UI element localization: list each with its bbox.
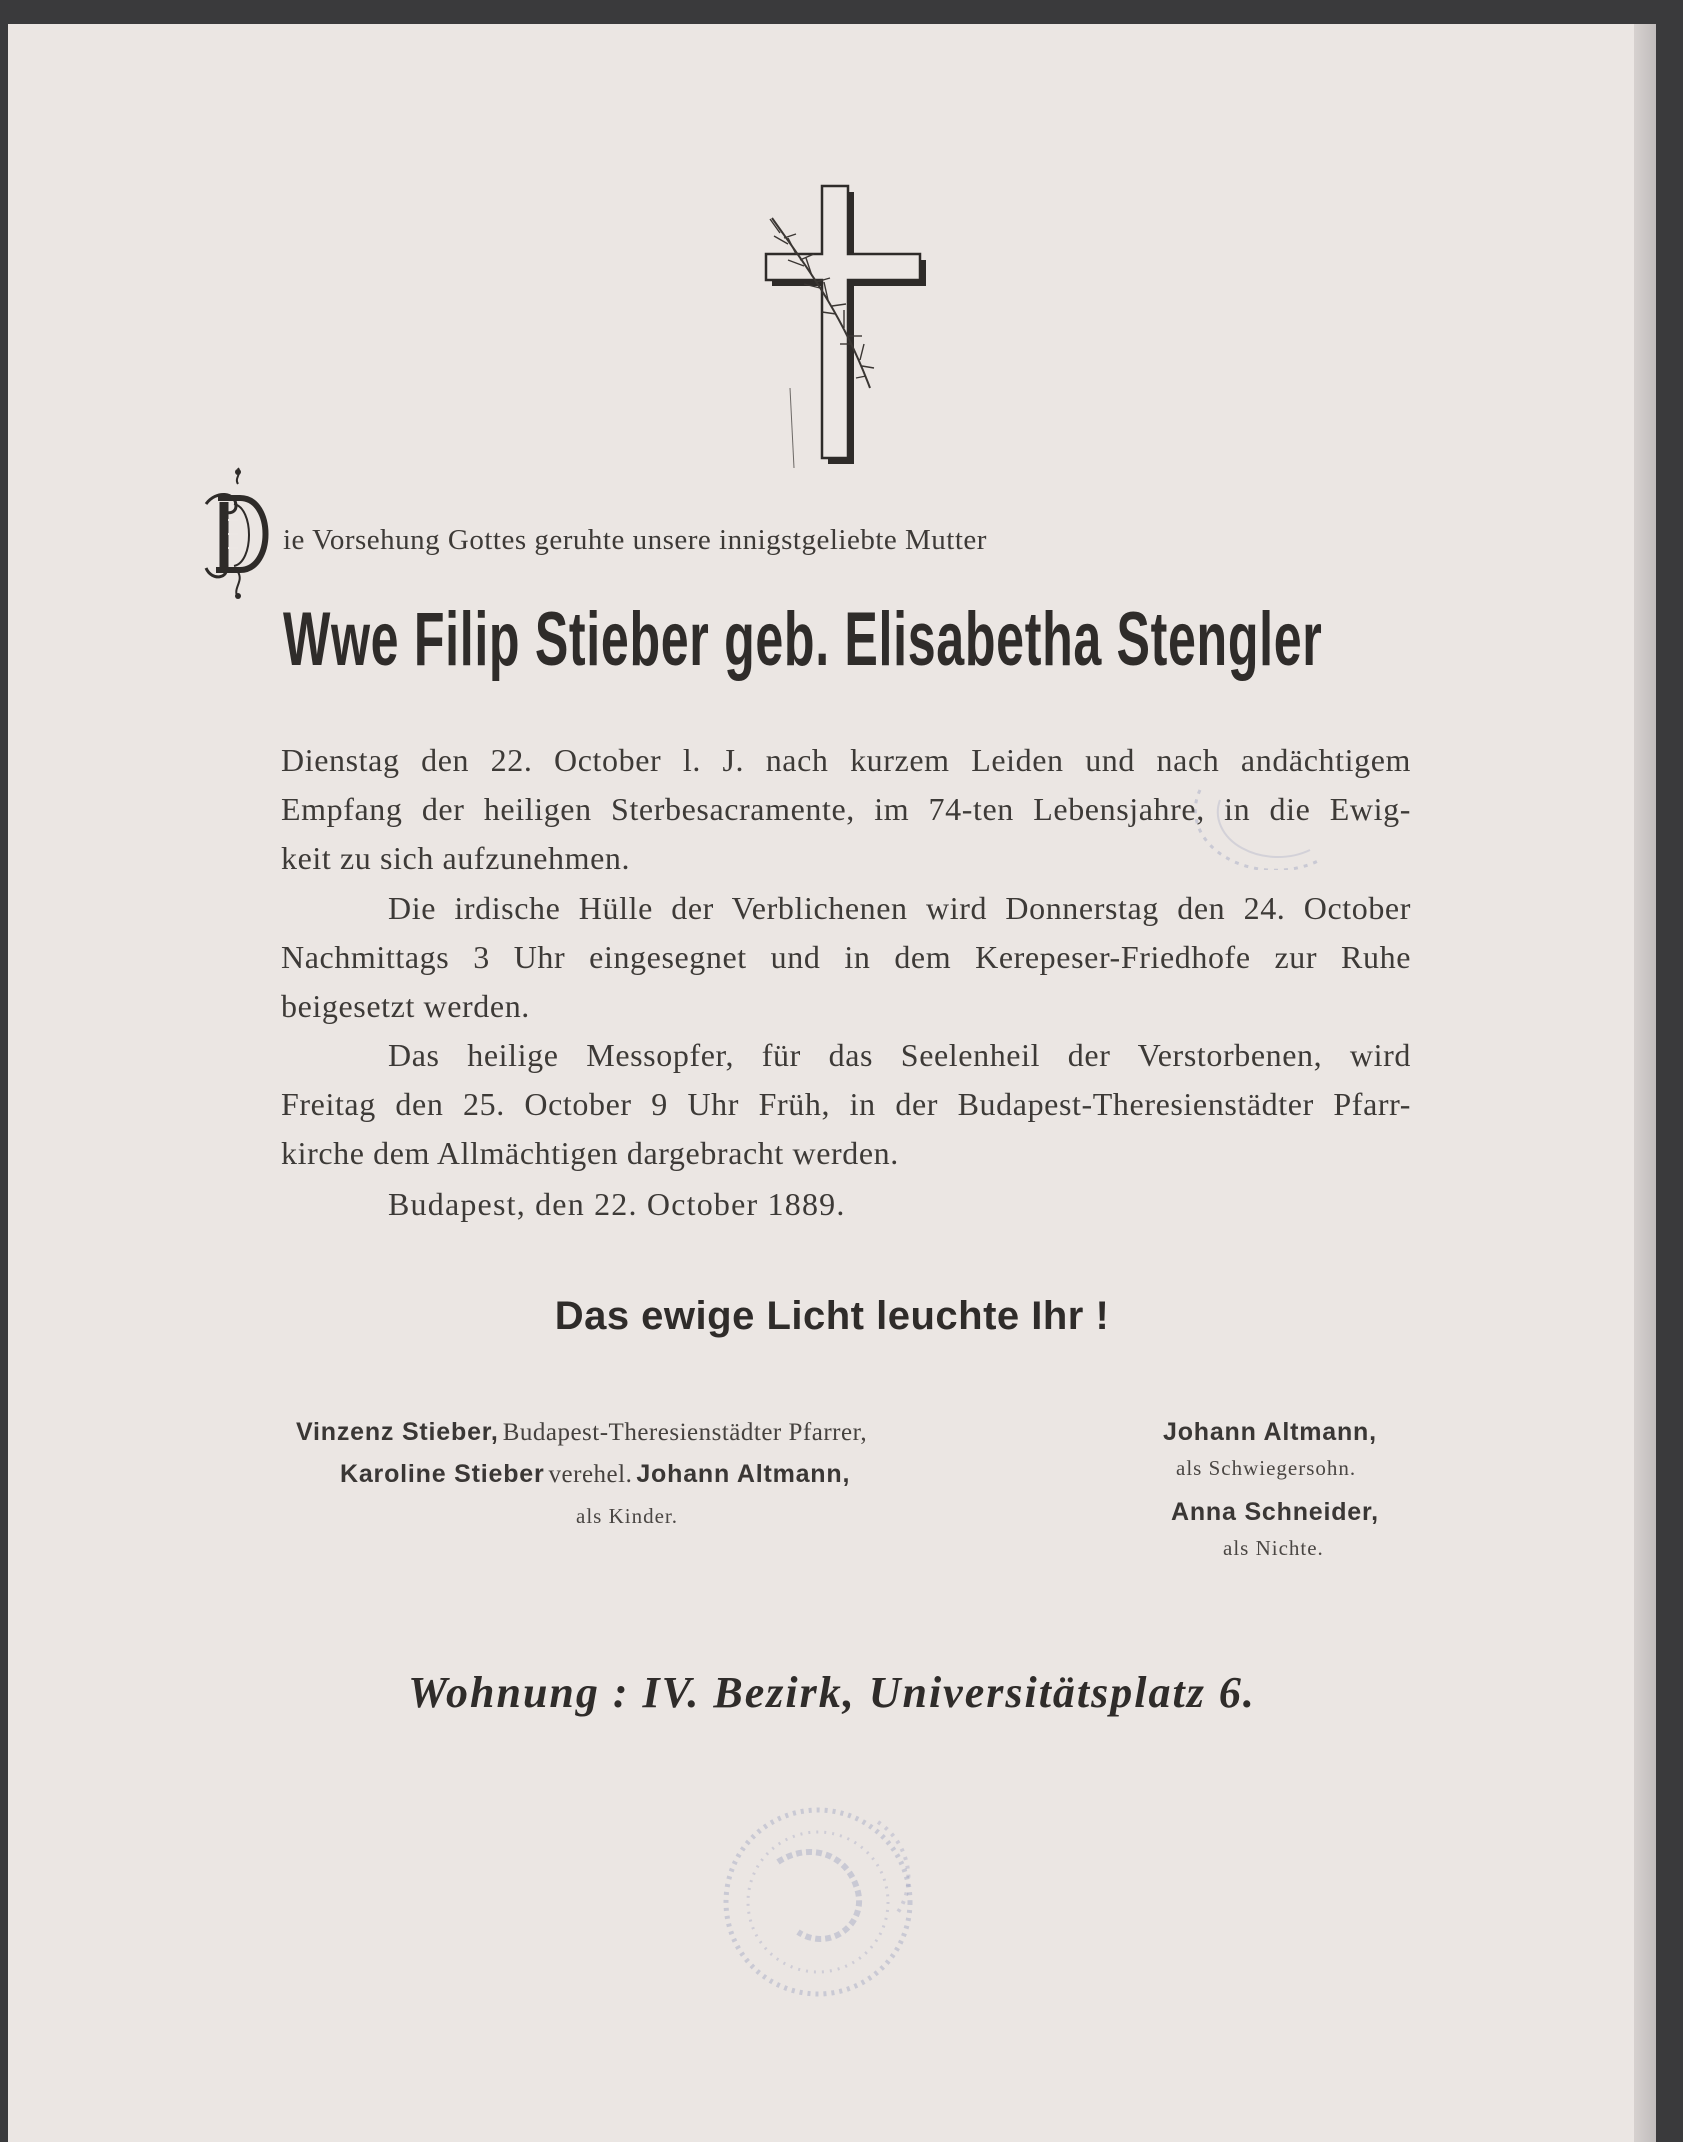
- ornamental-initial-d: [198, 464, 278, 604]
- document-page: [8, 24, 1656, 2142]
- body-line-8: Freitag den 25. October 9 Uhr Früh, in der Budapest-Theresienstädter Pfarr-: [281, 1086, 1411, 1122]
- body-line-3: keit zu sich aufzunehmen.: [281, 840, 631, 876]
- intro-line: ie Vorsehung Gottes geruhte unsere innigstgeliebte Mutter: [283, 524, 987, 556]
- signatory-relation: als Kinder.: [576, 1504, 678, 1528]
- body-line-4: Die irdische Hülle der Verblichenen wird Donnerstag den 24. October: [388, 890, 1411, 926]
- dropcap-letter: [8, 24, 9, 25]
- body-line-5: Nachmittags 3 Uhr eingesegnet und in dem Kerepeser-Friedhofe zur Ruhe: [281, 939, 1411, 975]
- signatory-name: Karoline Stieber: [340, 1460, 545, 1488]
- body-line-1: Dienstag den 22. October l. J. nach kurzem Leiden und nach andächtigem: [281, 742, 1411, 778]
- page-edge: [1634, 24, 1656, 2142]
- signatory-name: Anna Schneider,: [1171, 1498, 1379, 1526]
- body-line-7: Das heilige Messopfer, für das Seelenheil der Verstorbenen, wird: [388, 1037, 1411, 1073]
- signatory-marital-note: verehel.: [548, 1461, 633, 1488]
- body-line-2: Empfang der heiligen Sterbesacramente, im 74-ten Lebensjahre, in die Ewig-: [281, 791, 1411, 827]
- signatory-relation: als Nichte.: [1223, 1536, 1324, 1560]
- date-line: Budapest, den 22. October 1889.: [388, 1186, 846, 1222]
- signatory-name: Johann Altmann,: [1163, 1418, 1377, 1446]
- cross-icon: [760, 178, 930, 468]
- residence-address: Wohnung : IV. Bezirk, Universitätsplatz 6.: [408, 1668, 1256, 1717]
- body-line-9: kirche dem Allmächtigen dargebracht werden.: [281, 1135, 899, 1171]
- signatory-line-2: [340, 1460, 850, 1489]
- signatory-role: Budapest-Theresienstädter Pfarrer,: [502, 1419, 868, 1446]
- signatory-line-1: [296, 1418, 867, 1447]
- deceased-name: Wwe Filip Stieber geb. Elisabetha Stengler: [283, 597, 1323, 682]
- closing-blessing: Das ewige Licht leuchte Ihr !: [554, 1294, 1110, 1338]
- signatory-name: Johann Altmann,: [636, 1460, 851, 1488]
- library-stamp-icon: [698, 1782, 958, 2012]
- library-stamp-icon: [1180, 780, 1340, 870]
- body-line-6: beigesetzt werden.: [281, 988, 530, 1024]
- signatory-name: Vinzenz Stieber,: [296, 1418, 499, 1446]
- signatory-relation: als Schwiegersohn.: [1176, 1456, 1357, 1480]
